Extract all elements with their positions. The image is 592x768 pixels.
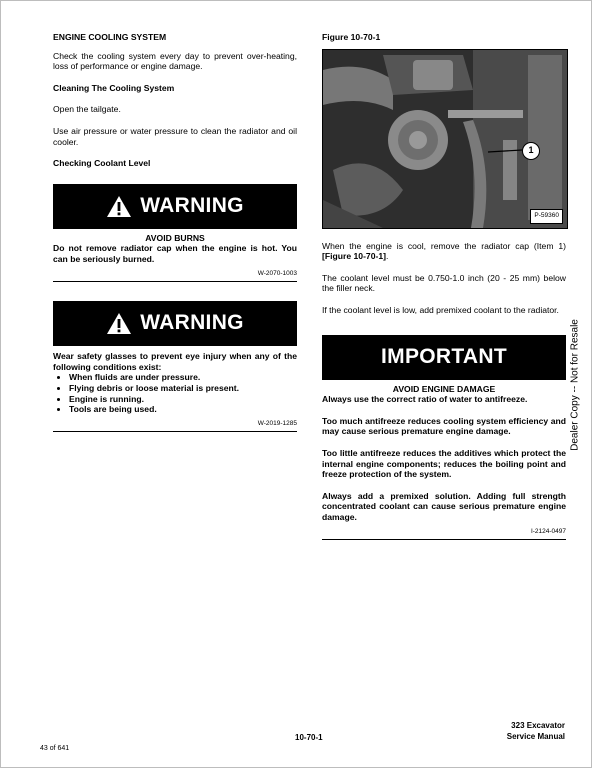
important-text-4: Always add a premixed solution. Adding full strength concentrated coolant can cause serious premature engine damage. — [322, 490, 566, 522]
right-column — [322, 32, 566, 540]
important-box — [322, 335, 566, 541]
cleaning-step-2: Use air pressure or water pressure to clean the radiator and oil cooler. — [53, 125, 297, 147]
warning-subtitle: AVOID BURNS — [145, 232, 205, 243]
list-item: • Flying debris or loose material is present. — [69, 383, 297, 394]
left-column — [53, 32, 297, 432]
warning-triangle-icon — [106, 312, 132, 335]
important-text-3: Too little antifreeze reduces the additives which protect the internal engine components; reduces the boiling point and freeze protection of the system. — [322, 447, 566, 480]
footer-title — [507, 720, 565, 742]
warning-code: W-2019-1285 — [257, 419, 297, 427]
list-item: • Tools are being used. — [69, 404, 297, 415]
callout-item-1: 1 — [522, 142, 540, 160]
warning-triangle-icon — [106, 195, 132, 218]
important-code: I-2124-0497 — [530, 527, 566, 535]
warning-label: WARNING — [140, 311, 244, 335]
important-text-2: Too much antifreeze reduces cooling system efficiency and may cause serious premature engine damage. — [322, 415, 566, 437]
intro-paragraph: Check the cooling system every day to prevent over-heating, loss of performance or engine damage. — [53, 50, 297, 72]
important-text-1: Always use the correct ratio of water to antifreeze. — [322, 394, 528, 405]
checking-heading: Checking Coolant Level — [53, 158, 151, 169]
add-coolant-paragraph: If the coolant level is low, add premixed coolant to the radiator. — [322, 304, 559, 315]
warning-text: Wear safety glasses to prevent eye injury when any of the following conditions exist: — [53, 351, 297, 372]
warning-banner — [53, 301, 297, 346]
footer-model: 323 Excavator — [511, 721, 565, 730]
footer-manual: Service Manual — [506, 732, 565, 741]
engine-photo-illustration — [323, 50, 567, 228]
important-banner: IMPORTANT — [322, 335, 566, 380]
section-title: ENGINE COOLING SYSTEM — [53, 32, 167, 42]
warning-text: Do not remove radiator cap when the engine is hot. You can be seriously burned. — [53, 243, 297, 264]
warning-bullet-list — [53, 372, 297, 414]
coolant-level-paragraph: The coolant level must be 0.750-1.0 inch (20 - 25 mm) below the filler neck. — [322, 272, 566, 294]
warning-banner — [53, 184, 297, 229]
warning-label: WARNING — [140, 193, 244, 217]
figure-title: Figure 10-70-1 — [322, 32, 381, 42]
step-remove-cap: When the engine is cool, remove the radiator cap (Item 1) [Figure 10-70-1]. — [322, 240, 566, 262]
warning-box-burns — [53, 184, 297, 282]
figure-code: P-59360 — [530, 209, 563, 224]
important-subtitle: AVOID ENGINE DAMAGE — [392, 383, 496, 394]
warning-box-eye-injury — [53, 301, 297, 432]
list-item: • When fluids are under pressure. — [69, 372, 297, 383]
footer-page-number: 10-70-1 — [295, 733, 323, 742]
side-watermark: Dealer Copy -- Not for Resale — [569, 319, 581, 451]
page-counter: 43 of 641 — [40, 745, 70, 752]
cleaning-heading: Cleaning The Cooling System — [53, 82, 175, 93]
warning-code: W-2070-1003 — [257, 269, 297, 277]
engine-photo — [322, 49, 568, 229]
list-item: • Engine is running. — [69, 394, 297, 405]
cleaning-step-1: Open the tailgate. — [53, 104, 121, 115]
